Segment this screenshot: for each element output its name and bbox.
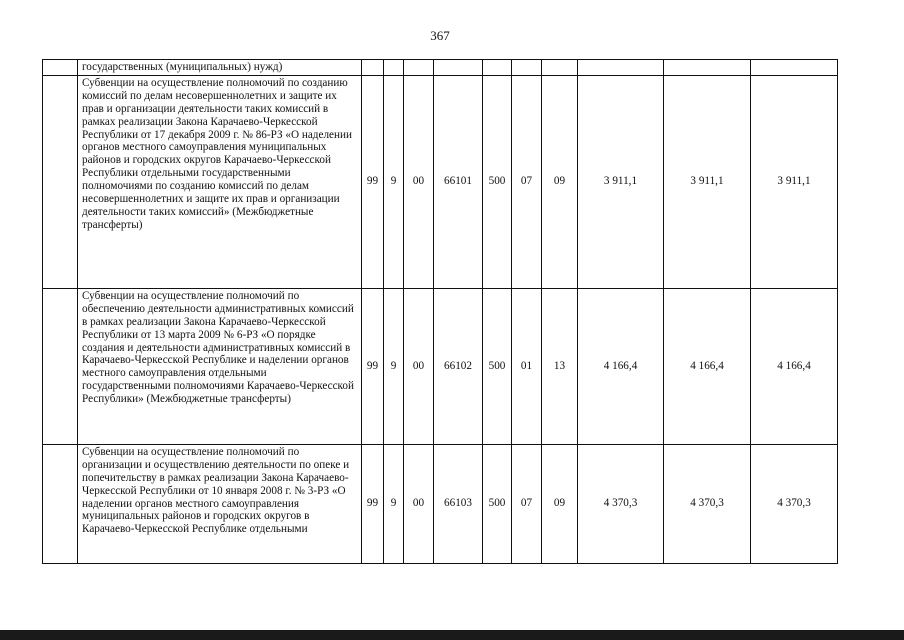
code-program: 99 — [362, 444, 384, 563]
budget-table — [42, 59, 838, 564]
amount-2: 4 166,4 — [664, 288, 751, 444]
code-subsection: 13 — [542, 288, 578, 444]
code-direction: 66103 — [434, 444, 483, 563]
code-expense-type: 500 — [483, 288, 512, 444]
amount-2: 4 370,3 — [664, 444, 751, 563]
code-subsection: 09 — [542, 444, 578, 563]
continuation-text: государственных (муниципальных) нужд) — [78, 60, 362, 76]
row-description: Субвенции на осуществление полномочий по созданию комиссий по делам несовершеннолетних и защите их прав и организации деятельности таких комиссий в рамках реализации Закона Карачаево-Черкесской Республики от 17 декабря 2009 г. № 86-РЗ «О наделении органов местного самоуправления муниципальных районов и городских округов Карачаево-Черкесской Республики отдельными государственными полномочиями по созданию комиссий по делам несовершеннолетних и защите их прав и организации деятельности таких комиссий» (Межбюджетные трансферты) — [78, 75, 362, 288]
amount-3: 4 166,4 — [751, 288, 838, 444]
code-section: 07 — [512, 444, 542, 563]
table-row — [43, 75, 838, 288]
amount-3: 4 370,3 — [751, 444, 838, 563]
code-subprogram: 9 — [384, 288, 404, 444]
page-number: 367 — [430, 28, 450, 43]
table-row-continuation — [43, 60, 838, 76]
code-expense-type: 500 — [483, 444, 512, 563]
code-section: 07 — [512, 75, 542, 288]
amount-1: 3 911,1 — [578, 75, 664, 288]
code-program: 99 — [362, 288, 384, 444]
code-direction: 66101 — [434, 75, 483, 288]
code-main-event: 00 — [404, 444, 434, 563]
amount-3: 3 911,1 — [751, 75, 838, 288]
code-section: 01 — [512, 288, 542, 444]
code-expense-type: 500 — [483, 75, 512, 288]
code-subprogram: 9 — [384, 75, 404, 288]
amount-1: 4 370,3 — [578, 444, 664, 563]
row-description: Субвенции на осуществление полномочий по организации и осуществлению деятельности по опеке и попечительству в рамках реализации Закона Карачаево-Черкесской Республики от 10 января 2008 г. № 3-РЗ «О наделении органов местного самоуправления муниципальных районов и городских округов в Карачаево-Черкесской Республике отдельными — [78, 444, 362, 563]
amount-2: 3 911,1 — [664, 75, 751, 288]
row-description: Субвенции на осуществление полномочий по обеспечению деятельности административных комиссий в рамках реализации Закона Карачаево-Черкесской Республики от 13 марта 2009 № 6-РЗ «О порядке создания и деятельности административных комиссий в Карачаево-Черкесской Республике и наделении органов местного самоуправления отдельными государственными полномочиями Карачаево-Черкесской Республики» (Межбюджетные трансферты) — [78, 288, 362, 444]
amount-1: 4 166,4 — [578, 288, 664, 444]
code-subsection: 09 — [542, 75, 578, 288]
table-row — [43, 288, 838, 444]
code-main-event: 00 — [404, 75, 434, 288]
code-direction: 66102 — [434, 288, 483, 444]
code-program: 99 — [362, 75, 384, 288]
code-main-event: 00 — [404, 288, 434, 444]
scan-edge-bar — [0, 630, 904, 640]
table-row — [43, 444, 838, 563]
code-subprogram: 9 — [384, 444, 404, 563]
